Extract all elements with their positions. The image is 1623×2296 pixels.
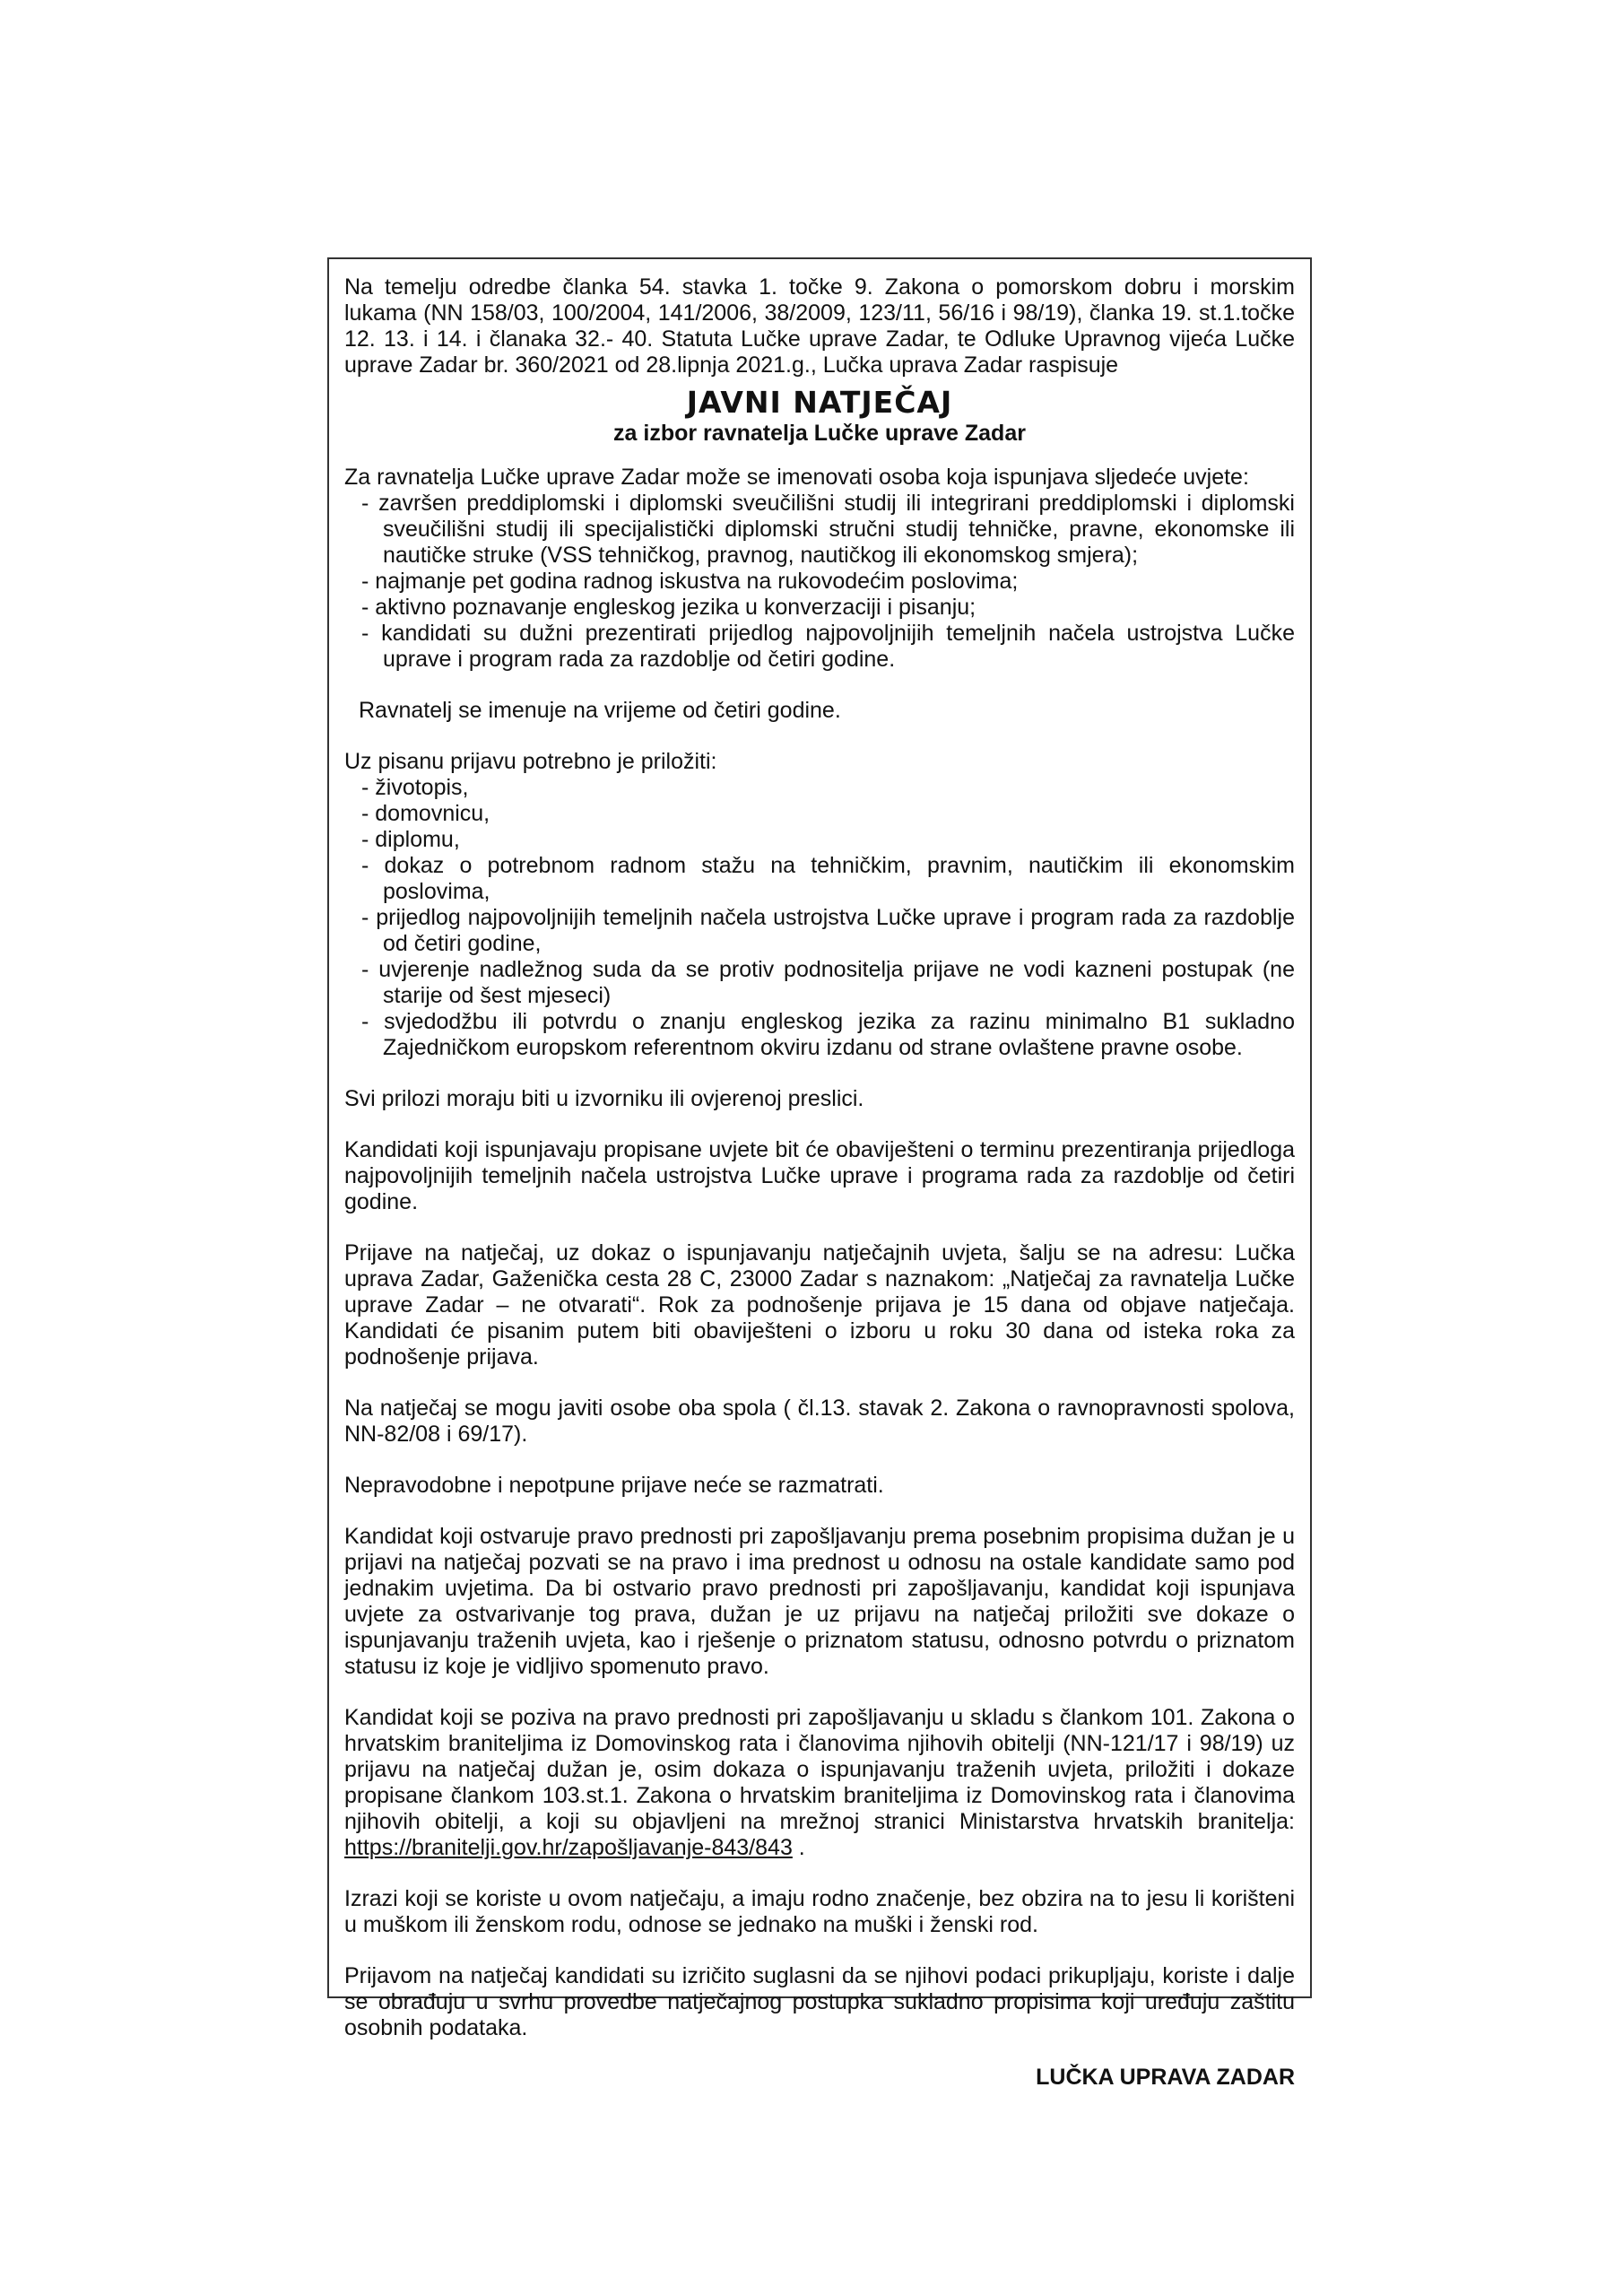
list-item: - domovnicu, xyxy=(344,801,1295,827)
list-item: - završen preddiplomski i diplomski sveučilišni studij ili integrirani preddiplomski i diplomski sveučilišni studij ili specijalistički diplomski stručni studij tehničke, pravne, ekonomske ili nautičke struke (VSS tehničkog, pravnog, nautičkog ili ekonomskog smjera); xyxy=(344,491,1295,569)
list-item: - aktivno poznavanje engleskog jezika u konverzaciji i pisanju; xyxy=(344,595,1295,621)
conditions-list xyxy=(344,491,1295,673)
list-item: - prijedlog najpovoljnijih temeljnih načela ustrojstva Lučke uprave i program rada za razdoblje od četiri godine, xyxy=(344,905,1295,957)
submission-paragraph: Prijave na natječaj, uz dokaz o ispunjavanju natječajnih uvjeta, šalju se na adresu: Lučka uprava Zadar, Gaženička cesta 28 C, 23000 Zadar s naznakom: „Natječaj za ravnatelja Lučke uprave Zadar – ne otvarati“. Rok za podnošenje prijava je 15 dana od objave natječaja. Kandidati će pisanim putem biti obaviješteni o izboru u roku 30 dana od isteka roka za podnošenje prijava. xyxy=(344,1240,1295,1370)
veterans-link[interactable]: https://branitelji.gov.hr/zapošljavanje-843/843 xyxy=(344,1835,793,1860)
veterans-paragraph xyxy=(344,1705,1295,1861)
signature: LUČKA UPRAVA ZADAR xyxy=(1036,2065,1295,2090)
equality-paragraph: Na natječaj se mogu javiti osobe oba spola ( čl.13. stavak 2. Zakona o ravnopravnosti spolova, NN-82/08 i 69/17). xyxy=(344,1396,1295,1447)
list-item: - dokaz o potrebnom radnom stažu na tehničkim, pravnim, nautičkim ili ekonomskim poslovima, xyxy=(344,853,1295,905)
originals-paragraph: Svi prilozi moraju biti u izvorniku ili ovjerenoj preslici. xyxy=(344,1086,864,1111)
notice-content xyxy=(344,274,1295,2091)
list-item: - uvjerenje nadležnog suda da se protiv podnositelja prijave ne vodi kazneni postupak (ne starije od šest mjeseci) xyxy=(344,957,1295,1009)
list-item: - najmanje pet godina radnog iskustva na rukovodećim poslovima; xyxy=(344,569,1295,595)
list-item: - svjedodžbu ili potvrdu o znanju engleskog jezika za razinu minimalno B1 sukladno Zajedničkom europskom referentnom okviru izdanu od strane ovlaštene pravne osobe. xyxy=(344,1009,1295,1061)
notice-title: JAVNI NATJEČAJ xyxy=(686,385,953,420)
consent-paragraph: Prijavom na natječaj kandidati su izričito suglasni da se njihovi podaci prikupljaju, koriste i dalje se obrađuju u svrhu provedbe natječajnog postupka sukladno propisima koji uređuju zaštitu osobnih podataka. xyxy=(344,1963,1295,2040)
notice-subtitle: za izbor ravnatelja Lučke uprave Zadar xyxy=(613,421,1026,446)
term-paragraph: Ravnatelj se imenuje na vrijeme od četiri godine. xyxy=(359,698,841,723)
attachments-lead: Uz pisanu prijavu potrebno je priložiti: xyxy=(344,749,717,774)
attachments-list xyxy=(344,775,1295,1061)
incomplete-paragraph: Nepravodobne i nepotpune prijave neće se razmatrati. xyxy=(344,1473,884,1498)
list-item: - kandidati su dužni prezentirati prijedlog najpovoljnijih temeljnih načela ustrojstva Lučke uprave i program rada za razdoblje od četiri godine. xyxy=(344,621,1295,673)
veterans-text: Kandidat koji se poziva na pravo prednosti pri zapošljavanju u skladu s člankom 101. Zakona o hrvatskim braniteljima iz Domovinskog rata i članovima njihovih obitelji (NN-121/17 i 98/19) uz prijavu na natječaj dužan je, osim dokaza o ispunjavanju traženih uvjeta, priložiti i dokaze propisane člankom 103.st.1. Zakona o hrvatskim braniteljima iz Domovinskog rata i članovima njihovih obitelji, a koji su objavljeni na mrežnoj stranici Ministarstva hrvatskih branitelja: xyxy=(344,1705,1295,1834)
intro-paragraph: Na temelju odredbe članka 54. stavka 1. točke 9. Zakona o pomorskom dobru i morskim lukama (NN 158/03, 100/2004, 141/2006, 38/2009, 123/11, 56/16 i 98/19), članka 19. st.1.točke 12. 13. i 14. i članaka 32.- 40. Statuta Lučke uprave Zadar, te Odluke Upravnog vijeća Lučke uprave Zadar br. 360/2021 od 28.lipnja 2021.g., Lučka uprava Zadar raspisuje xyxy=(344,274,1295,378)
list-item: - životopis, xyxy=(344,775,1295,801)
notice-paragraph: Kandidati koji ispunjavaju propisane uvjete bit će obaviješteni o terminu prezentiranja prijedloga najpovoljnijih temeljnih načela ustrojstva Lučke uprave i programa rada za razdoblje od četiri godine. xyxy=(344,1137,1295,1214)
veterans-end: . xyxy=(792,1835,805,1860)
conditions-lead: Za ravnatelja Lučke uprave Zadar može se imenovati osoba koja ispunjava sljedeće uvjete: xyxy=(344,465,1249,490)
priority-paragraph: Kandidat koji ostvaruje pravo prednosti pri zapošljavanju prema posebnim propisima dužan je u prijavi na natječaj pozvati se na pravo i ima prednost u odnosu na ostale kandidate samo pod jednakim uvjetima. Da bi ostvario pravo prednosti pri zapošljavanju, kandidat koji ispunjava uvjete za ostvarivanje tog prava, dužan je uz prijavu na natječaj priložiti sve dokaze o ispunjavanju traženih uvjeta, kao i rješenje o priznatom statusu, odnosno potvrdu o priznatom statusu iz koje je vidljivo spomenuto pravo. xyxy=(344,1524,1295,1679)
gender-terms-paragraph: Izrazi koji se koriste u ovom natječaju, a imaju rodno značenje, bez obzira na to jesu li korišteni u muškom ili ženskom rodu, odnose se jednako na muški i ženski rod. xyxy=(344,1886,1295,1937)
list-item: - diplomu, xyxy=(344,827,1295,853)
